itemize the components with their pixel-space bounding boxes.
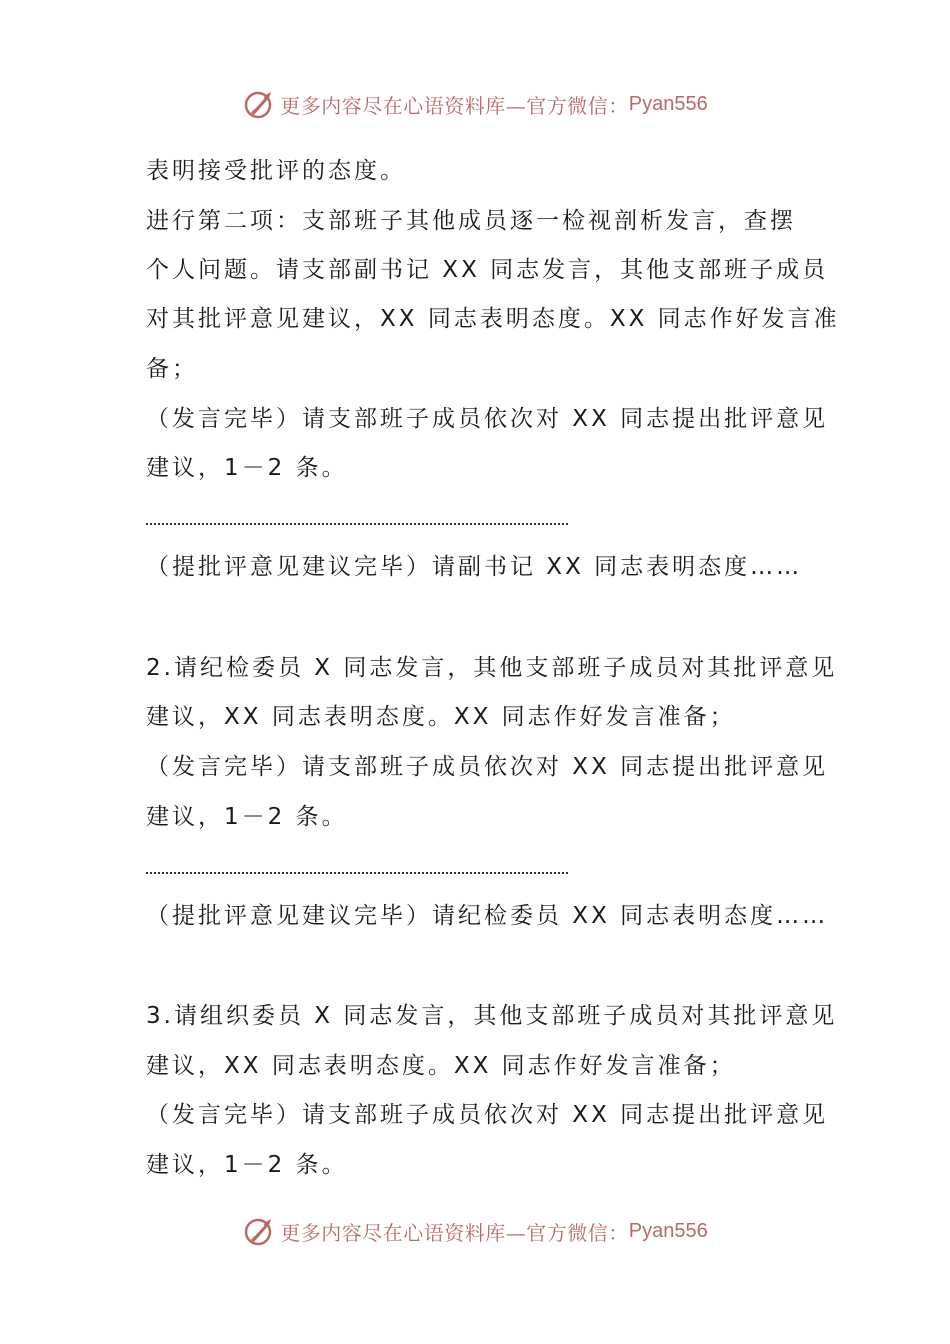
paragraph-line: （发言完毕）请支部班子成员依次对 XX 同志提出批评意见 — [146, 754, 829, 780]
watermark-wechat-id: Pyan556 — [628, 1219, 708, 1242]
dotted-separator — [146, 872, 568, 874]
footer-watermark — [0, 1211, 950, 1251]
watermark-text: 更多内容尽在心语资料库—官方微信： — [280, 93, 629, 118]
paragraph-line: 建议，XX 同志表明态度。XX 同志作好发言准备； — [146, 1053, 736, 1079]
paragraph-line: 个人问题。请支部副书记 XX 同志发言，其他支部班子成员 — [146, 257, 829, 283]
paragraph-line: 建议，XX 同志表明态度。XX 同志作好发言准备； — [146, 704, 736, 730]
paragraph-line: （提批评意见建议完毕）请副书记 XX 同志表明态度…… — [146, 554, 803, 580]
paragraph-line: 2.请纪检委员 X 同志发言，其他支部班子成员对其批评意见 — [146, 655, 838, 681]
paragraph-line: （发言完毕）请支部班子成员依次对 XX 同志提出批评意见 — [146, 406, 829, 432]
header-watermark — [0, 84, 950, 124]
paragraph-line: （发言完毕）请支部班子成员依次对 XX 同志提出批评意见 — [146, 1102, 829, 1128]
watermark-wechat-id: Pyan556 — [628, 92, 708, 115]
watermark-text: 更多内容尽在心语资料库—官方微信： — [280, 1220, 629, 1245]
paragraph-line: 建议，1－2 条。 — [146, 804, 348, 830]
feather-pen-seal-icon — [242, 87, 276, 121]
paragraph-line: 进行第二项：支部班子其他成员逐一检视剖析发言，查摆 — [146, 208, 796, 234]
dotted-separator — [146, 523, 568, 525]
paragraph-line: 建议，1－2 条。 — [146, 455, 348, 481]
paragraph-line: 3.请组织委员 X 同志发言，其他支部班子成员对其批评意见 — [146, 1003, 838, 1029]
feather-pen-seal-icon — [242, 1214, 276, 1248]
paragraph-line: 对其批评意见建议，XX 同志表明态度。XX 同志作好发言准 — [146, 306, 840, 332]
paragraph-line: 建议，1－2 条。 — [146, 1152, 348, 1178]
paragraph-line: 表明接受批评的态度。 — [146, 158, 406, 184]
paragraph-line: 备； — [146, 356, 198, 382]
paragraph-line: （提批评意见建议完毕）请纪检委员 XX 同志表明态度…… — [146, 903, 829, 929]
